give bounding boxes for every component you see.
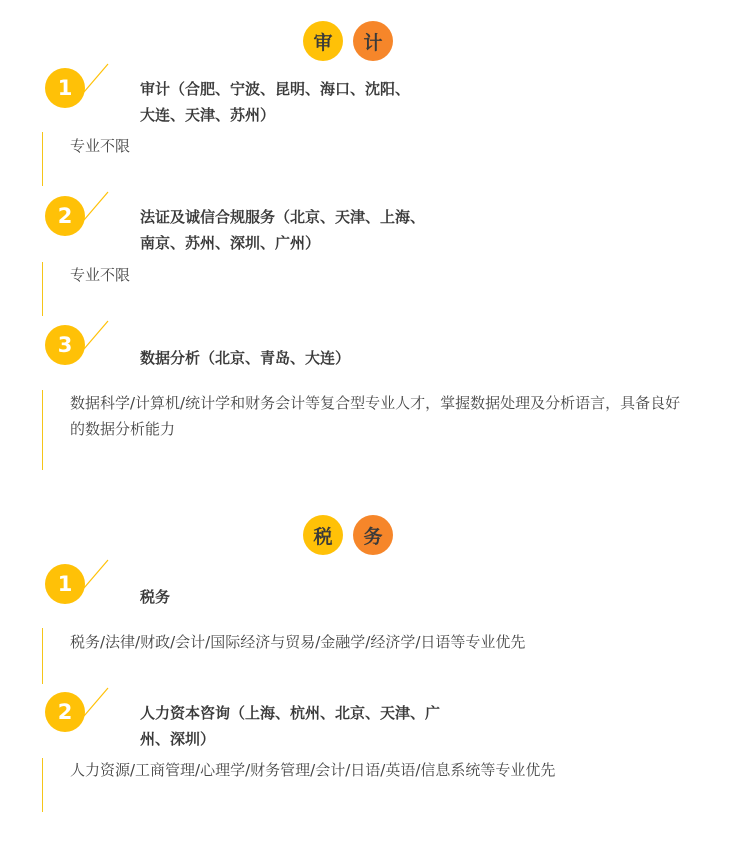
item-description: 数据科学/计算机/统计学和财务会计等复合型专业人才，掌握数据处理及分析语言，具备良好的数据分析能力 xyxy=(70,394,681,438)
decorative-slash-icon xyxy=(84,190,114,220)
item-vertical-line xyxy=(42,758,43,812)
item-description: 人力资源/工商管理/心理学/财务管理/会计/日语/英语/信息系统等专业优先 xyxy=(70,761,556,779)
item-vertical-line xyxy=(42,628,43,684)
decorative-slash-icon xyxy=(84,319,114,349)
heading-char-2: 计 xyxy=(353,21,393,61)
item-description: 专业不限 xyxy=(70,266,131,284)
item-vertical-line xyxy=(42,262,43,316)
item-description: 专业不限 xyxy=(70,137,131,155)
decorative-slash-icon xyxy=(84,62,114,92)
item-title: 法证及诚信合规服务（北京、天津、上海、南京、苏州、深圳、广州） xyxy=(140,208,426,252)
item-number: 2 xyxy=(45,196,85,236)
heading-char-2: 务 xyxy=(353,515,393,555)
item-title: 人力资本咨询（上海、杭州、北京、天津、广州、深圳） xyxy=(140,704,441,748)
item-number: 3 xyxy=(45,325,85,365)
item-number: 1 xyxy=(45,68,85,108)
decorative-slash-icon xyxy=(84,558,114,588)
decorative-slash-icon xyxy=(84,686,114,716)
item-vertical-line xyxy=(42,390,43,470)
heading-char-1: 税 xyxy=(303,515,343,555)
item-title: 审计（合肥、宁波、昆明、海口、沈阳、大连、天津、苏州） xyxy=(140,80,411,124)
item-title: 税务 xyxy=(140,588,171,606)
item-number: 1 xyxy=(45,564,85,604)
item-number: 2 xyxy=(45,692,85,732)
item-description: 税务/法律/财政/会计/国际经济与贸易/金融学/经济学/日语等专业优先 xyxy=(70,633,526,651)
heading-char-1: 审 xyxy=(303,21,343,61)
item-title: 数据分析（北京、青岛、大连） xyxy=(140,349,351,367)
item-vertical-line xyxy=(42,132,43,186)
